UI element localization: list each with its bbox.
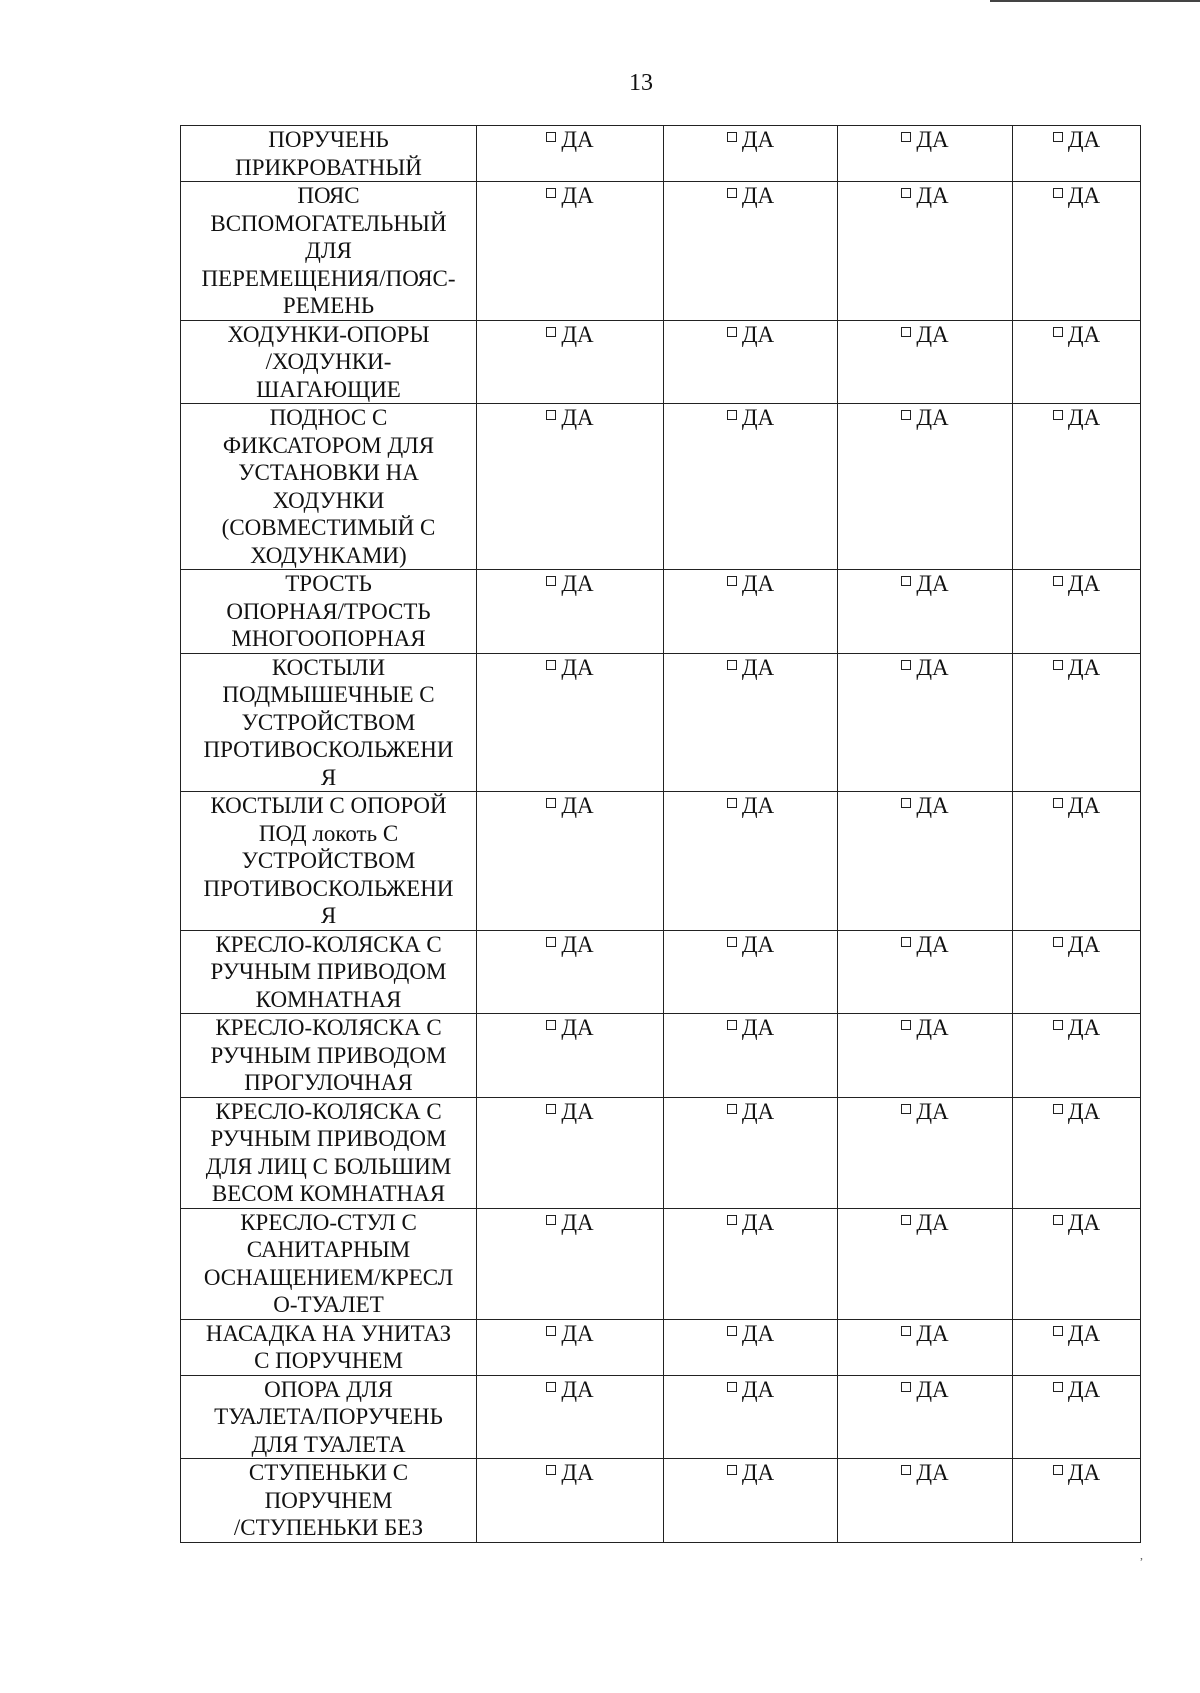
checkbox-icon[interactable]: [901, 576, 911, 586]
item-name-cell: [181, 1375, 477, 1459]
item-name-line: МНОГООПОРНАЯ: [231, 626, 426, 651]
checkbox-label: ДА: [561, 127, 594, 152]
checkbox-icon[interactable]: [727, 1020, 737, 1030]
checkbox-icon[interactable]: [727, 798, 737, 808]
table-row: [181, 1014, 1141, 1098]
item-name-cell: [181, 653, 477, 792]
option-cell-3: [838, 653, 1013, 792]
item-name-line: ТРОСТЬ: [285, 571, 372, 596]
option-cell-4: [1013, 1375, 1141, 1459]
item-name-line: ОСНАЩЕНИЕМ/КРЕСЛ: [203, 1264, 454, 1290]
option-cell-1: [477, 1375, 664, 1459]
item-name-line: ДЛЯ ЛИЦ С БОЛЬШИМ: [205, 1153, 452, 1179]
option-cell-4: [1013, 1319, 1141, 1375]
checkbox-icon[interactable]: [901, 660, 911, 670]
option-cell-1: [477, 930, 664, 1014]
item-name-line: /ХОДУНКИ-: [265, 349, 392, 374]
item-name-line: Я: [320, 903, 337, 928]
table-row: [181, 1319, 1141, 1375]
item-name-cell: [181, 792, 477, 931]
item-name-line: КОСТЫЛИ: [271, 654, 386, 680]
item-name-line: ПОДМЫШЕЧНЫЕ С: [222, 682, 435, 707]
option-cell-2: [664, 182, 838, 321]
checkbox-icon[interactable]: [546, 937, 556, 947]
checkbox-icon[interactable]: [546, 132, 556, 142]
table-row: [181, 182, 1141, 321]
checkbox-icon[interactable]: [901, 410, 911, 420]
checkbox-icon[interactable]: [901, 132, 911, 142]
item-name-line: ПОРУЧЕНЬ: [268, 127, 389, 152]
checkbox-icon[interactable]: [1053, 1215, 1063, 1225]
checkbox-label: ДА: [916, 1098, 949, 1124]
checkbox-label: ДА: [741, 1098, 775, 1124]
option-cell-3: [838, 1014, 1013, 1098]
item-name-line: КОСТЫЛИ С ОПОРОЙ: [210, 793, 447, 818]
checkbox-icon[interactable]: [727, 1215, 737, 1225]
item-name-line: НАСАДКА НА УНИТАЗ: [205, 1320, 452, 1346]
option-cell-1: [477, 1097, 664, 1208]
item-name-line: УСТРОЙСТВОМ: [241, 709, 416, 735]
item-name-line: ФИКСАТОРОМ ДЛЯ: [222, 432, 435, 458]
option-cell-4: [1013, 653, 1141, 792]
item-name-cell: [181, 1097, 477, 1208]
checkbox-label: ДА: [916, 931, 949, 957]
item-name-cell: [181, 182, 477, 321]
checkbox-label: ДА: [741, 1209, 775, 1235]
checkbox-label: ДА: [741, 1460, 775, 1485]
option-cell-4: [1013, 182, 1141, 321]
item-name-line: КРЕСЛО-КОЛЯСКА С: [215, 1015, 442, 1040]
checkbox-label: ДА: [1067, 931, 1101, 957]
option-cell-3: [838, 404, 1013, 570]
checkbox-label: ДА: [561, 1209, 594, 1235]
table-row: [181, 1375, 1141, 1459]
checkbox-label: ДА: [916, 127, 949, 152]
checkbox-icon[interactable]: [727, 1326, 737, 1336]
checkbox-label: ДА: [1067, 405, 1101, 430]
checkbox-icon[interactable]: [727, 1465, 737, 1475]
option-cell-1: [477, 320, 664, 404]
checkbox-label: ДА: [561, 571, 594, 596]
option-cell-2: [664, 1208, 838, 1319]
table-row: [181, 792, 1141, 931]
item-name-line: РУЧНЫМ ПРИВОДОМ: [210, 959, 447, 984]
margin-mark: ,: [1140, 1548, 1143, 1562]
checkbox-icon[interactable]: [727, 327, 737, 337]
checkbox-label: ДА: [1067, 571, 1101, 596]
item-name-line: КОМНАТНАЯ: [255, 986, 402, 1012]
checkbox-label: ДА: [561, 405, 594, 430]
checkbox-icon[interactable]: [1053, 576, 1063, 586]
item-name-line: КРЕСЛО-СТУЛ С: [240, 1209, 417, 1235]
option-cell-3: [838, 792, 1013, 931]
checkbox-label: ДА: [1067, 127, 1101, 152]
checkbox-label: ДА: [1067, 1098, 1101, 1124]
checkbox-label: ДА: [916, 571, 949, 596]
checkbox-label: ДА: [916, 1460, 949, 1485]
item-name-line: ПРОГУЛОЧНАЯ: [244, 1070, 413, 1095]
checkbox-icon[interactable]: [1053, 132, 1063, 142]
checkbox-label: ДА: [741, 321, 775, 347]
checkbox-icon[interactable]: [727, 937, 737, 947]
option-cell-1: [477, 404, 664, 570]
checkbox-icon[interactable]: [546, 188, 556, 198]
checkbox-icon[interactable]: [1053, 937, 1063, 947]
option-cell-2: [664, 320, 838, 404]
item-name-line: /СТУПЕНЬКИ БЕЗ: [233, 1515, 424, 1540]
checkbox-icon[interactable]: [727, 660, 737, 670]
item-name-cell: [181, 320, 477, 404]
item-name-line: ОПОРА ДЛЯ: [264, 1376, 393, 1402]
item-name-line: ШАГАЮЩИЕ: [256, 376, 401, 402]
item-name-cell: [181, 930, 477, 1014]
option-cell-3: [838, 182, 1013, 321]
item-name-line: ТУАЛЕТА/ПОРУЧЕНЬ: [214, 1404, 443, 1429]
checkbox-icon[interactable]: [546, 1382, 556, 1392]
checkbox-label: ДА: [741, 127, 775, 152]
option-cell-4: [1013, 1459, 1141, 1543]
table-row: [181, 570, 1141, 654]
checkbox-icon[interactable]: [901, 798, 911, 808]
scan-edge-line: [990, 0, 1200, 2]
checkbox-icon[interactable]: [546, 1215, 556, 1225]
checkbox-icon[interactable]: [727, 1104, 737, 1114]
checkbox-label: ДА: [561, 931, 594, 957]
item-name-cell: [181, 570, 477, 654]
item-name-cell: [181, 126, 477, 182]
checkbox-icon[interactable]: [546, 1104, 556, 1114]
item-name-line: СТУПЕНЬКИ С: [248, 1460, 409, 1485]
checkbox-icon[interactable]: [1053, 660, 1063, 670]
option-cell-2: [664, 1097, 838, 1208]
option-cell-1: [477, 1459, 664, 1543]
checkbox-icon[interactable]: [901, 1465, 911, 1475]
checkbox-label: ДА: [916, 1376, 949, 1402]
option-cell-1: [477, 126, 664, 182]
item-name-line: ПОЯС: [297, 183, 360, 208]
option-cell-1: [477, 570, 664, 654]
checkbox-label: ДА: [1067, 1376, 1101, 1402]
checkbox-label: ДА: [1067, 654, 1101, 680]
checkbox-label: ДА: [561, 793, 594, 818]
checkbox-label: ДА: [916, 1209, 949, 1235]
checkbox-icon[interactable]: [901, 937, 911, 947]
item-name-line: УСТРОЙСТВОМ: [241, 848, 416, 873]
item-name-line: ПРИКРОВАТНЫЙ: [235, 154, 422, 180]
checkbox-icon[interactable]: [901, 188, 911, 198]
option-cell-4: [1013, 930, 1141, 1014]
checkbox-label: ДА: [1067, 793, 1101, 818]
checkbox-label: ДА: [1067, 321, 1101, 347]
checkbox-icon[interactable]: [727, 576, 737, 586]
item-name-line: УСТАНОВКИ НА: [238, 460, 419, 485]
checkbox-label: ДА: [916, 183, 949, 208]
item-name-line: ВСПОМОГАТЕЛЬНЫЙ: [210, 210, 447, 236]
option-cell-2: [664, 792, 838, 931]
option-cell-1: [477, 182, 664, 321]
option-cell-3: [838, 126, 1013, 182]
item-name-line: КРЕСЛО-КОЛЯСКА С: [215, 931, 442, 957]
checkbox-icon[interactable]: [727, 188, 737, 198]
checkbox-icon[interactable]: [727, 1382, 737, 1392]
option-cell-4: [1013, 320, 1141, 404]
item-name-cell: [181, 1208, 477, 1319]
item-name-line: ПОРУЧНЕМ: [264, 1487, 393, 1513]
checkbox-icon[interactable]: [901, 1020, 911, 1030]
checkbox-label: ДА: [741, 571, 775, 596]
checkbox-icon[interactable]: [901, 1382, 911, 1392]
checkbox-label: ДА: [561, 1376, 594, 1402]
checkbox-label: ДА: [741, 1376, 775, 1402]
item-name-line: Я: [320, 764, 337, 790]
checkbox-icon[interactable]: [1053, 1020, 1063, 1030]
checkbox-icon[interactable]: [1053, 188, 1063, 198]
checkbox-label: ДА: [916, 1320, 949, 1346]
table-row: [181, 404, 1141, 570]
option-cell-4: [1013, 792, 1141, 931]
item-name-line: РУЧНЫМ ПРИВОДОМ: [210, 1042, 447, 1068]
checkbox-label: ДА: [741, 1320, 775, 1346]
checkbox-icon[interactable]: [901, 1326, 911, 1336]
item-name-line: С ПОРУЧНЕМ: [254, 1348, 403, 1373]
option-cell-3: [838, 930, 1013, 1014]
option-cell-1: [477, 1014, 664, 1098]
item-name-line: ДЛЯ: [305, 238, 352, 263]
checkbox-icon[interactable]: [546, 660, 556, 670]
option-cell-3: [838, 320, 1013, 404]
option-cell-2: [664, 653, 838, 792]
option-cell-2: [664, 930, 838, 1014]
option-cell-4: [1013, 126, 1141, 182]
checkbox-label: ДА: [561, 1098, 594, 1124]
option-cell-2: [664, 570, 838, 654]
option-cell-3: [838, 1319, 1013, 1375]
checkbox-label: ДА: [1067, 1209, 1101, 1235]
item-name-cell: [181, 1319, 477, 1375]
checkbox-icon[interactable]: [546, 1465, 556, 1475]
checkbox-icon[interactable]: [901, 1104, 911, 1114]
checkbox-label: ДА: [741, 931, 775, 957]
option-cell-3: [838, 1097, 1013, 1208]
option-cell-2: [664, 1319, 838, 1375]
checkbox-label: ДА: [561, 1320, 594, 1346]
checkbox-icon[interactable]: [901, 1215, 911, 1225]
item-name-line: ВЕСОМ КОМНАТНАЯ: [211, 1181, 446, 1206]
option-cell-1: [477, 1319, 664, 1375]
checkbox-label: ДА: [916, 654, 949, 680]
table-row: [181, 930, 1141, 1014]
checkbox-label: ДА: [741, 183, 775, 208]
checkbox-label: ДА: [916, 793, 949, 818]
checkbox-icon[interactable]: [901, 327, 911, 337]
item-name-line: ПРОТИВОСКОЛЬЖЕНИ: [203, 875, 454, 901]
checkbox-label: ДА: [741, 654, 775, 680]
checkbox-icon[interactable]: [1053, 410, 1063, 420]
checkbox-icon[interactable]: [1053, 1382, 1063, 1392]
option-cell-3: [838, 1208, 1013, 1319]
checkbox-label: ДА: [1067, 1015, 1101, 1040]
checkbox-label: ДА: [916, 321, 949, 347]
option-cell-2: [664, 1014, 838, 1098]
checkbox-icon[interactable]: [546, 1326, 556, 1336]
checkbox-label: ДА: [561, 183, 594, 208]
item-name-line: ПОД локоть С: [258, 820, 399, 846]
checkbox-label: ДА: [741, 793, 775, 818]
option-cell-3: [838, 1459, 1013, 1543]
option-cell-3: [838, 570, 1013, 654]
option-cell-4: [1013, 570, 1141, 654]
option-cell-2: [664, 1459, 838, 1543]
page-number: 13: [629, 70, 653, 96]
checkbox-label: ДА: [916, 405, 949, 430]
option-cell-4: [1013, 1014, 1141, 1098]
checkbox-icon[interactable]: [546, 410, 556, 420]
option-cell-4: [1013, 1208, 1141, 1319]
checkbox-icon[interactable]: [1053, 327, 1063, 337]
option-cell-3: [838, 1375, 1013, 1459]
item-name-cell: [181, 1014, 477, 1098]
option-cell-1: [477, 653, 664, 792]
option-cell-4: [1013, 1097, 1141, 1208]
table-row: [181, 1208, 1141, 1319]
checkbox-icon[interactable]: [1053, 1465, 1063, 1475]
checkbox-label: ДА: [561, 1460, 594, 1485]
option-cell-1: [477, 792, 664, 931]
checkbox-icon[interactable]: [1053, 798, 1063, 808]
checkbox-label: ДА: [741, 405, 775, 430]
item-name-line: РЕМЕНЬ: [282, 293, 375, 318]
item-name-cell: [181, 1459, 477, 1543]
checkbox-label: ДА: [561, 654, 594, 680]
checkbox-icon[interactable]: [546, 327, 556, 337]
item-name-line: ПРОТИВОСКОЛЬЖЕНИ: [203, 737, 454, 762]
item-name-line: САНИТАРНЫМ: [246, 1237, 411, 1262]
checkbox-label: ДА: [561, 321, 594, 347]
checkbox-label: ДА: [916, 1015, 949, 1040]
checkbox-icon[interactable]: [727, 132, 737, 142]
table-row: [181, 320, 1141, 404]
table-row: [181, 126, 1141, 182]
option-cell-2: [664, 1375, 838, 1459]
checkbox-label: ДА: [561, 1015, 594, 1040]
table-row: [181, 1097, 1141, 1208]
option-cell-2: [664, 404, 838, 570]
equipment-table-body: [181, 126, 1141, 1543]
checkbox-label: ДА: [1067, 183, 1101, 208]
checkbox-icon[interactable]: [1053, 1104, 1063, 1114]
checkbox-icon[interactable]: [727, 410, 737, 420]
table-row: [181, 1459, 1141, 1543]
checkbox-icon[interactable]: [546, 798, 556, 808]
item-name-line: (СОВМЕСТИМЫЙ С: [221, 515, 436, 540]
checkbox-label: ДА: [1067, 1320, 1101, 1346]
item-name-line: ОПОРНАЯ/ТРОСТЬ: [226, 598, 431, 624]
item-name-line: ХОДУНКИ: [272, 487, 385, 513]
option-cell-1: [477, 1208, 664, 1319]
option-cell-2: [664, 126, 838, 182]
item-name-line: КРЕСЛО-КОЛЯСКА С: [215, 1098, 442, 1124]
item-name-line: РУЧНЫМ ПРИВОДОМ: [210, 1126, 447, 1151]
item-name-line: О-ТУАЛЕТ: [273, 1292, 384, 1317]
item-name-line: ХОДУНКАМИ): [250, 542, 407, 568]
item-name-cell: [181, 404, 477, 570]
checkbox-label: ДА: [741, 1015, 775, 1040]
checkbox-icon[interactable]: [546, 576, 556, 586]
checkbox-label: ДА: [1067, 1460, 1101, 1485]
item-name-line: ХОДУНКИ-ОПОРЫ: [227, 321, 430, 347]
item-name-line: ДЛЯ ТУАЛЕТА: [251, 1431, 406, 1457]
checkbox-icon[interactable]: [546, 1020, 556, 1030]
item-name-line: ПОДНОС С: [269, 405, 388, 430]
item-name-line: ПЕРЕМЕЩЕНИЯ/ПОЯС-: [201, 265, 456, 291]
table-row: [181, 653, 1141, 792]
equipment-table: [180, 125, 1141, 1543]
option-cell-4: [1013, 404, 1141, 570]
checkbox-icon[interactable]: [1053, 1326, 1063, 1336]
